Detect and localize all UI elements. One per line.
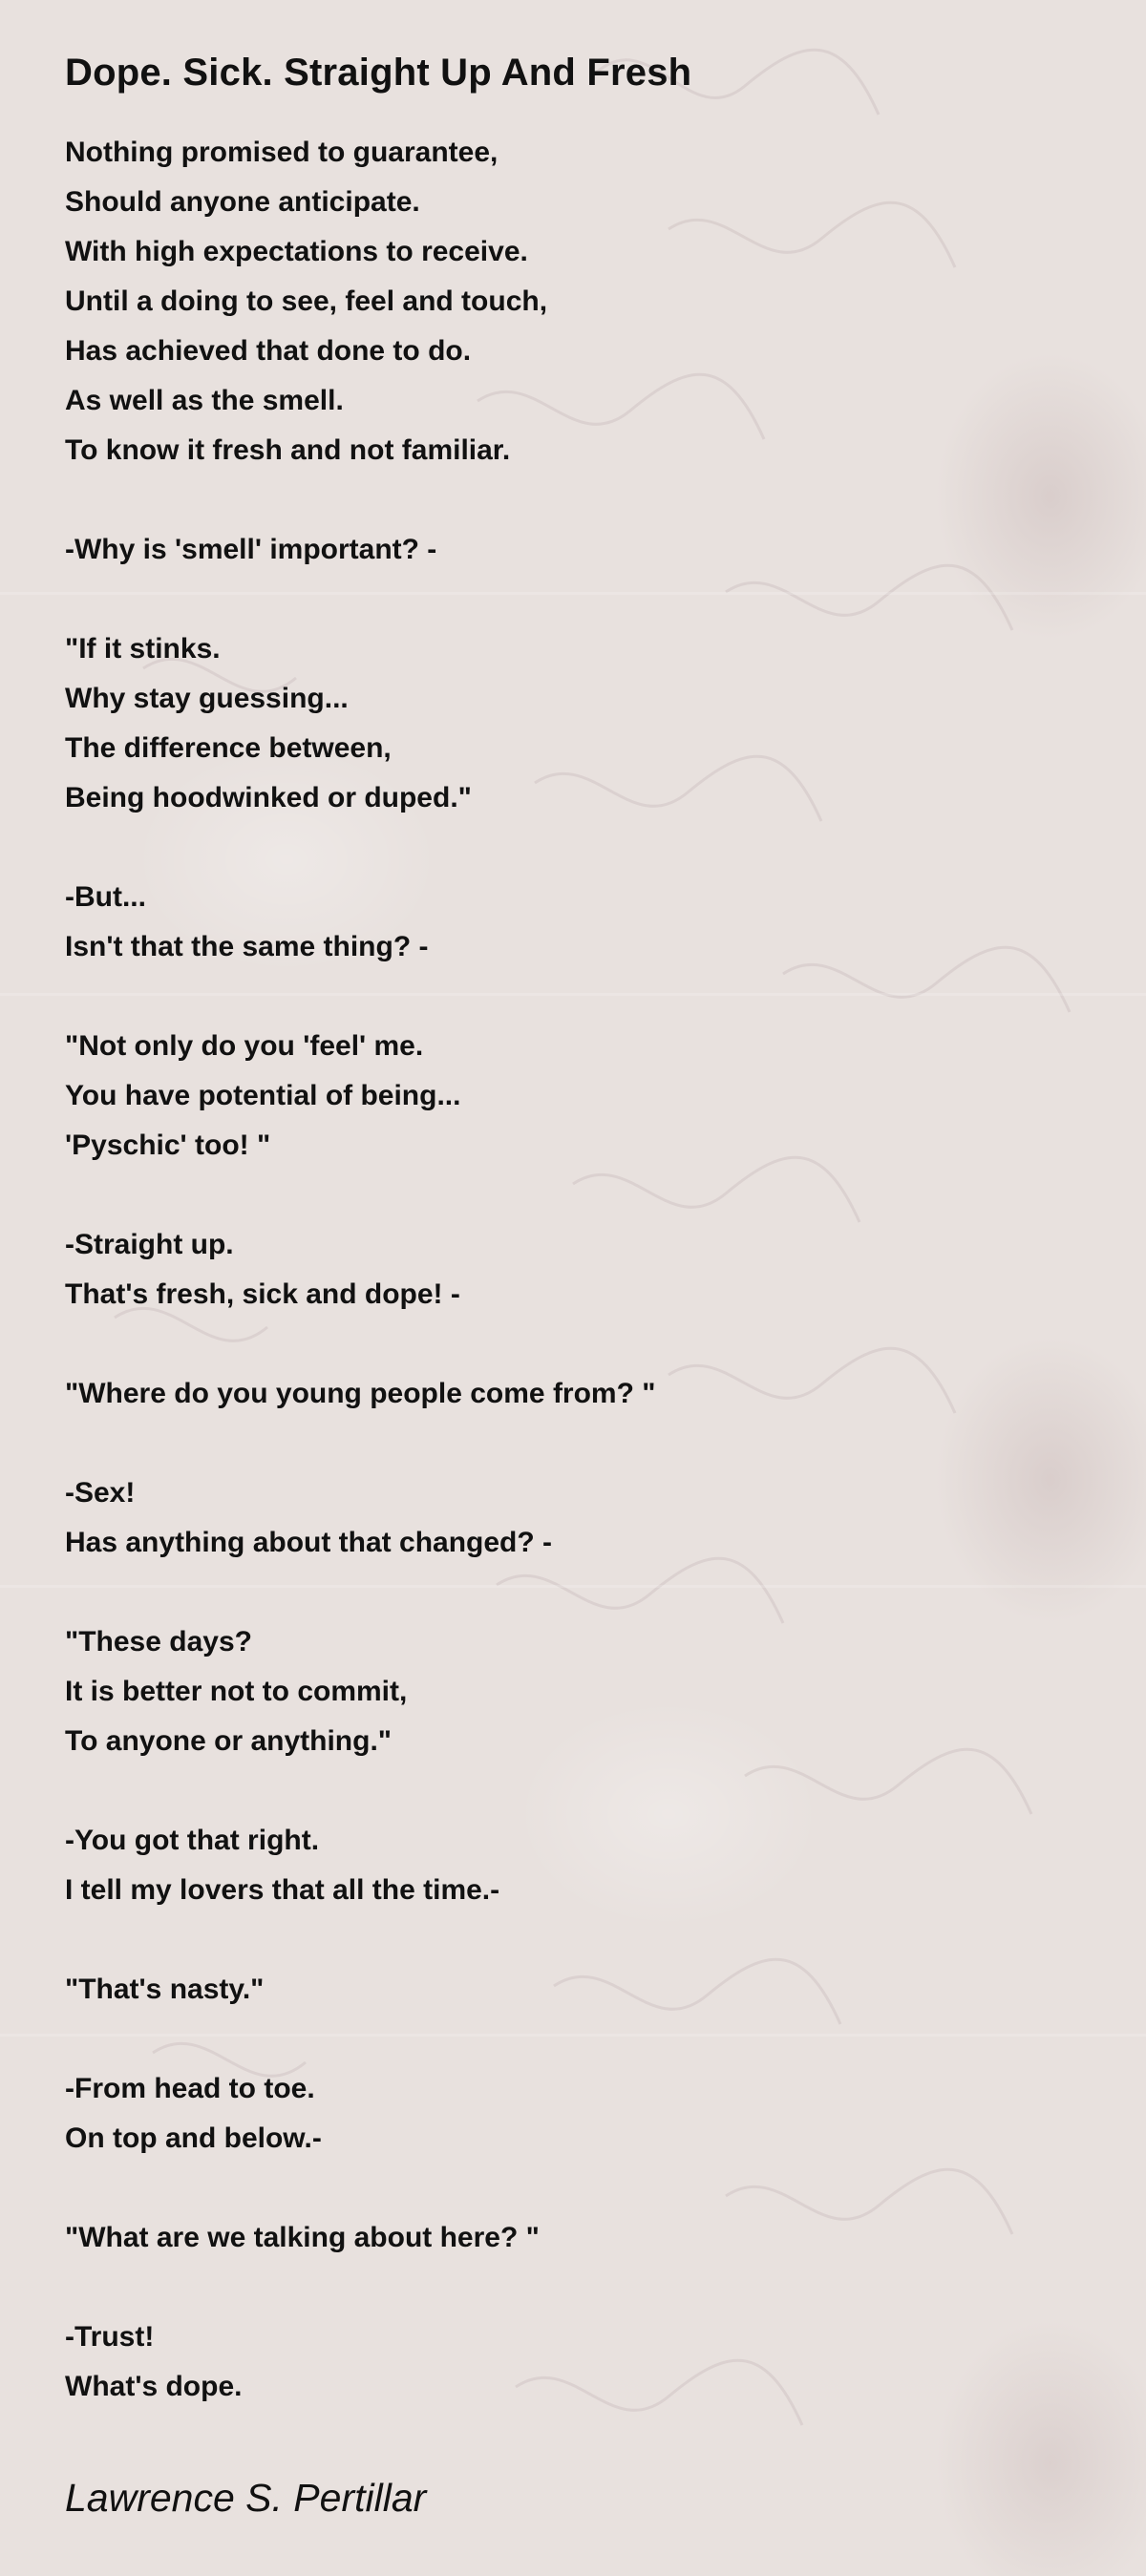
poem-line: "That's nasty." [65,1974,265,2005]
poem-line: "What are we talking about here? " [65,2222,540,2253]
stanza-break [65,1915,1096,1965]
poem-line: -Straight up. [65,1229,234,1260]
poem-line: I tell my lovers that all the time.- [65,1874,500,1906]
stanza-break [65,2263,1096,2312]
stanza-break [65,475,1096,525]
poem-line: To anyone or anything." [65,1725,393,1757]
stanza-break [65,575,1096,624]
stanza-break [65,1766,1096,1816]
poem-line: Has anything about that changed? - [65,1527,553,1558]
poem-line: -But... [65,881,146,913]
poem-title: Dope. Sick. Straight Up And Fresh [65,52,692,94]
poem-page [65,0,1096,2412]
poem-line: Should anyone anticipate. [65,186,420,218]
poem-body [65,128,1096,2412]
poem-line: You have potential of being... [65,1080,461,1111]
stanza-break [65,1171,1096,1220]
poem-line: -Why is 'smell' important? - [65,534,437,565]
poem-line: As well as the smell. [65,385,344,416]
poem-line: "Where do you young people come from? " [65,1378,656,1409]
poem-line: On top and below.- [65,2122,322,2154]
poem-line: Until a doing to see, feel and touch, [65,285,548,317]
poem-line: What's dope. [65,2371,243,2402]
poem-line: -You got that right. [65,1825,320,1856]
stanza-break [65,823,1096,873]
poem-line: "These days? [65,1626,252,1658]
poem-line: That's fresh, sick and dope! - [65,1278,460,1310]
poem-line: With high expectations to receive. [65,236,528,267]
poem-line: Why stay guessing... [65,683,349,714]
stanza-break [65,2164,1096,2213]
poem-line: The difference between, [65,732,392,764]
poem-line: -Sex! [65,1477,136,1509]
poem-line: -From head to toe. [65,2073,315,2104]
poem-author: Lawrence S. Pertillar [65,2476,427,2520]
poem-line: Has achieved that done to do. [65,335,472,367]
poem-line: Being hoodwinked or duped." [65,782,472,813]
poem-line: -Trust! [65,2321,155,2353]
poem-line: "If it stinks. [65,633,221,665]
stanza-break [65,1320,1096,1369]
stanza-break [65,1568,1096,1617]
poem-line: It is better not to commit, [65,1676,408,1707]
poem-line: To know it fresh and not familiar. [65,434,511,466]
stanza-break [65,2015,1096,2064]
stanza-break [65,972,1096,1022]
poem-line: Nothing promised to guarantee, [65,137,499,168]
poem-line: Isn't that the same thing? - [65,931,429,962]
stanza-break [65,1419,1096,1468]
poem-line: 'Pyschic' too! " [65,1130,271,1161]
poem-line: "Not only do you 'feel' me. [65,1030,424,1062]
